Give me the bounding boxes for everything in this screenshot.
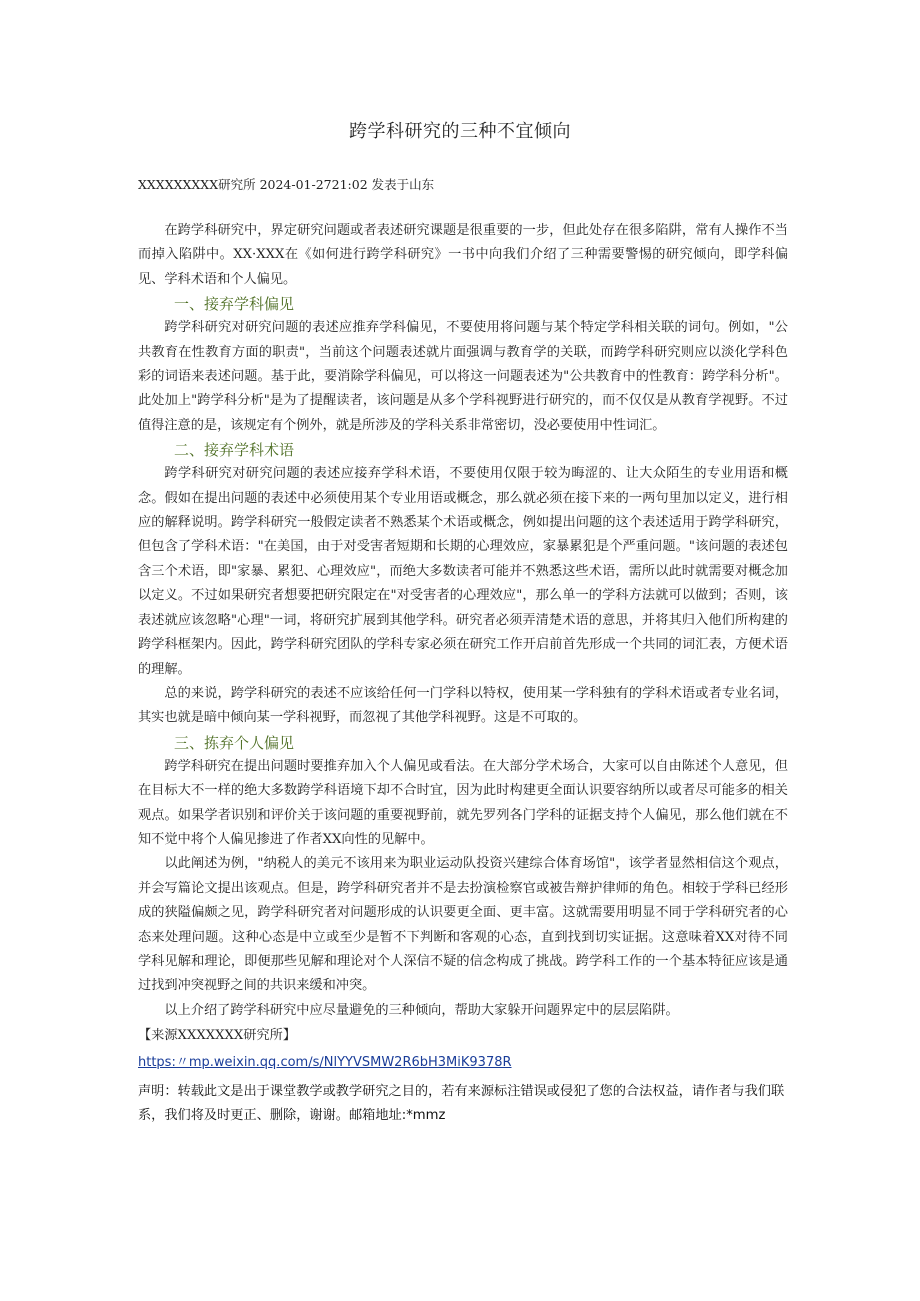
section-3-paragraph-3: 以上介绍了跨学科研究中应尽量避免的三种倾向，帮助大家躲开问题界定中的层层陷阱。 <box>164 1002 679 1018</box>
section-heading-3: 三、拣弃个人偏见 <box>174 733 295 752</box>
source-url-link[interactable]: https:〃mp.weixin.qq.com∕s∕NlYYVSMW2R6bH3MiK9378R <box>138 1055 512 1071</box>
section-3-paragraph-2: 以此阐述为例，"纳税人的美元不该用来为职业运动队投资兴建综合体育场馆"，该学者显然相信这个观点，并会写篇论文提出该观点。但是，跨学科研究者并不是去扮演检察官或被告辩护律师的角色。相较于学科已经形成的狭隘偏颇之见，跨学科研究者对问题形成的认识要更全面、更丰富。这就需要用明显不同于学科研究者的心态来处理问题。这种心态是中立或至少是暂不下判断和客观的心态，直到找到切实证据。这意味着XX对待不同学科见解和理论，即便那些见解和理论对个人深信不疑的信念构成了挑战。跨学科工作的一个基本特征应该是通过找到冲突视野之间的共识来缓和冲突。 <box>138 856 788 994</box>
copyright-notice: 声明：转载此文是出于课堂教学或教学研究之目的，若有来源标注错误或侵犯了您的合法权益，请作者与我们联系，我们将及时更正、删除，谢谢。邮箱地址:*mmz <box>138 1084 785 1123</box>
section-2-paragraph-2: 总的来说，跨学科研究的表述不应该给任何一门学科以特权，使用某一学科独有的学科术语或者专业名词，其实也就是暗中倾向某一学科视野，而忽视了其他学科视野。这是不可取的。 <box>138 685 788 726</box>
article-title: 跨学科研究的三种不宜倾向 <box>349 121 571 142</box>
intro-paragraph: 在跨学科研究中，界定研究问题或者表述研究课题是很重要的一步，但此处存在很多陷阱，常有人操作不当而掉入陷阱中。XX·XXX在《如何进行跨学科研究》一书中向我们介绍了三种需要警惕的研究倾向，即学科偏见、学科术语和个人偏见。 <box>138 223 788 287</box>
article-body <box>138 219 788 1127</box>
source-line: 【来源XXXXXXX研究所】 <box>138 1028 297 1044</box>
section-2-paragraph-1: 跨学科研究对研究问题的表述应接弃学科术语，不要使用仅限于较为晦涩的、让大众陌生的专业用语和概念。假如在提出问题的表述中必须使用某个专业用语或概念，那么就必须在接下来的一两句里加以定义，进行相应的解释说明。跨学科研究一般假定读者不熟悉某个术语或概念，例如提出问题的这个表述适用于跨学科研究，但包含了学科术语："在美国，由于对受害者短期和长期的心理效应，家暴累犯是个严重问题。"该问题的表述包含三个术语，即"家暴、累犯、心理效应"，而绝大多数读者可能并不熟悉这些术语，需所以此时就需要对概念加以定义。不过如果研究者想要把研究限定在"对受害者的心理效应"，那么单一的学科方法就可以做到；否则，该表述就应该忽略"心理"一词，将研究扩展到其他学科。研究者必须弄清楚术语的意思，并将其归入他们所构建的跨学科框架内。因此，跨学科研究团队的学科专家必须在研究工作开启前首先形成一个共同的词汇表，方便术语的理解。 <box>138 466 788 677</box>
section-3-paragraph-1: 跨学科研究在提出问题时要推弃加入个人偏见或看法。在大部分学术场合，大家可以自由陈述个人意见，但在目标大不一样的绝大多数跨学科语境下却不合时宜，因为此时构建更全面认识要容纳所以或者尽可能多的相关观点。如果学者识别和评价关于该问题的重要视野前，就先罗列各门学科的证据支持个人偏见，那么他们就在不知不觉中将个人偏见掺进了作者XX向性的见解中。 <box>138 758 788 847</box>
section-heading-1: 一、接弃学科偏见 <box>174 295 295 314</box>
byline: XXXXXXXXX研究所 2024-01-2721:02 发表于山东 <box>138 177 435 192</box>
section-heading-2: 二、接弃学科术语 <box>174 441 295 460</box>
section-1-paragraph-1: 跨学科研究对研究问题的表述应推弃学科偏见，不要使用将问题与某个特定学科相关联的词句。例如，"公共教育在性教育方面的职责"，当前这个问题表述就片面强调与教育学的关联，而跨学科研究则应以淡化学科色彩的词语来表述问题。基于此，要消除学科偏见，可以将这一问题表述为"公共教育中的性教育：跨学科分析"。此处加上"跨学科分析"是为了提醒读者，该问题是从多个学科视野进行研究的，而不仅仅是从教育学视野。不过值得注意的是，该规定有个例外，就是所涉及的学科关系非常密切，没必要使用中性词汇。 <box>138 320 788 433</box>
